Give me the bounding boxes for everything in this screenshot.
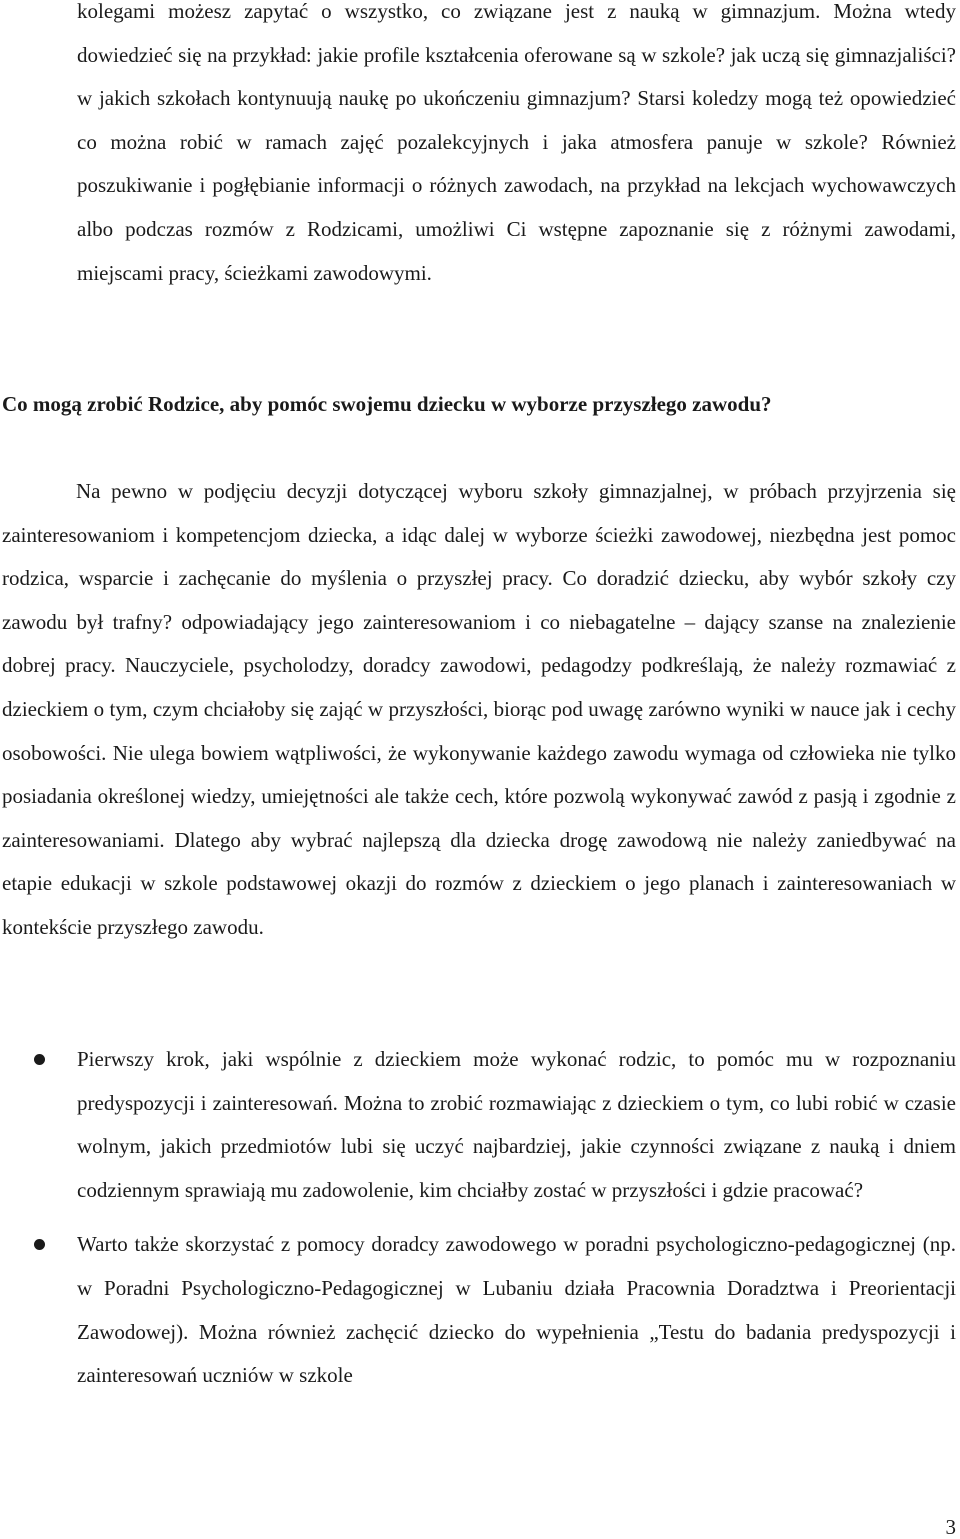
list-item (0, 1038, 960, 1212)
page-number: 3 (945, 1515, 956, 1539)
body-paragraph-2: Na pewno w podjęciu decyzji dotyczącej wyboru szkoły gimnazjalnej, w próbach przyjrzenia się zainteresowaniom i kompetencjom dziecka, a idąc dalej w wyborze ścieżki zawodowej, niezbędna jest pomoc rodzica, wsparcie i zachęcanie do myślenia o przyszłej pracy. Co doradzić dziecku, aby wybór szkoły czy zawodu był trafny? odpowiadający jego zainteresowaniom i co niebagatelne – dający szanse na znalezienie dobrej pracy. Nauczyciele, psycholodzy, doradcy zawodowi, pedagodzy podkreślają, że należy rozmawiać z dzieckiem o tym, czym chciałoby się zająć w przyszłości, biorąc pod uwagę zarówno wyniki w nauce jak i cechy osobowości. Nie ulega bowiem wątpliwości, że wykonywanie każdego zawodu wymaga od człowieka nie tylko posiadania określonej wiedzy, umiejętności ale także cech, które pozwolą wykonywać zawód z pasją i zgodnie z zainteresowaniami. Dlatego aby wybrać najlepszą dla dziecka drogę zawodową nie należy zaniedbywać na etapie edukacji w szkole podstawowej okazji do rozmów z dzieckiem o jego planach i zainteresowaniach w kontekście przyszłego zawodu. (2, 479, 956, 939)
list-item-text: Pierwszy krok, jaki wspólnie z dzieckiem może wykonać rodzic, to pomóc mu w rozpoznaniu predyspozycji i zainteresowań. Można to zrobić rozmawiając z dzieckiem o tym, co lubi robić w czasie wolnym, jakich przedmiotów lubi się uczyć najbardziej, jakie czynności związane z nauką i dniem codziennym sprawiają mu zadowolenie, kim chciałby zostać w przyszłości i gdzie pracować? (77, 1047, 956, 1202)
bullet-icon (34, 1239, 45, 1250)
section-heading: Co mogą zrobić Rodzice, aby pomóc swojemu dziecku w wyborze przyszłego zawodu? (2, 392, 772, 416)
list-item (0, 1223, 960, 1397)
list-item-text: Warto także skorzystać z pomocy doradcy zawodowego w poradni psychologiczno-pedagogicznej (np. w Poradni Psychologiczno-Pedagogicznej w Lubaniu działa Pracownia Doradztwa i Preorientacji Zawodowej). Można również zachęcić dziecko do wypełnienia „Testu do badania predyspozycji i zainteresowań uczniów w szkole (77, 1232, 956, 1388)
body-paragraph-1: kolegami możesz zapytać o wszystko, co związane jest z nauką w gimnazjum. Można wtedy dowiedzieć się na przykład: jakie profile kształcenia oferowane są w szkole? jak uczą się gimnazjaliści? w jakich szkołach kontynuują naukę po ukończeniu gimnazjum? Starsi koledzy mogą też opowiedzieć co można robić w ramach zajęć pozalekcyjnych i jaka atmosfera panuje w szkole? Również poszukiwanie i pogłębianie informacji o różnych zawodach, na przykład na lekcjach wychowawczych albo podczas rozmów z Rodzicami, umożliwi Ci wstępne zapoznanie się z różnymi zawodami, miejscami pracy, ścieżkami zawodowymi. (77, 0, 956, 285)
bullet-icon (34, 1054, 45, 1065)
bullet-list (0, 1038, 960, 1409)
